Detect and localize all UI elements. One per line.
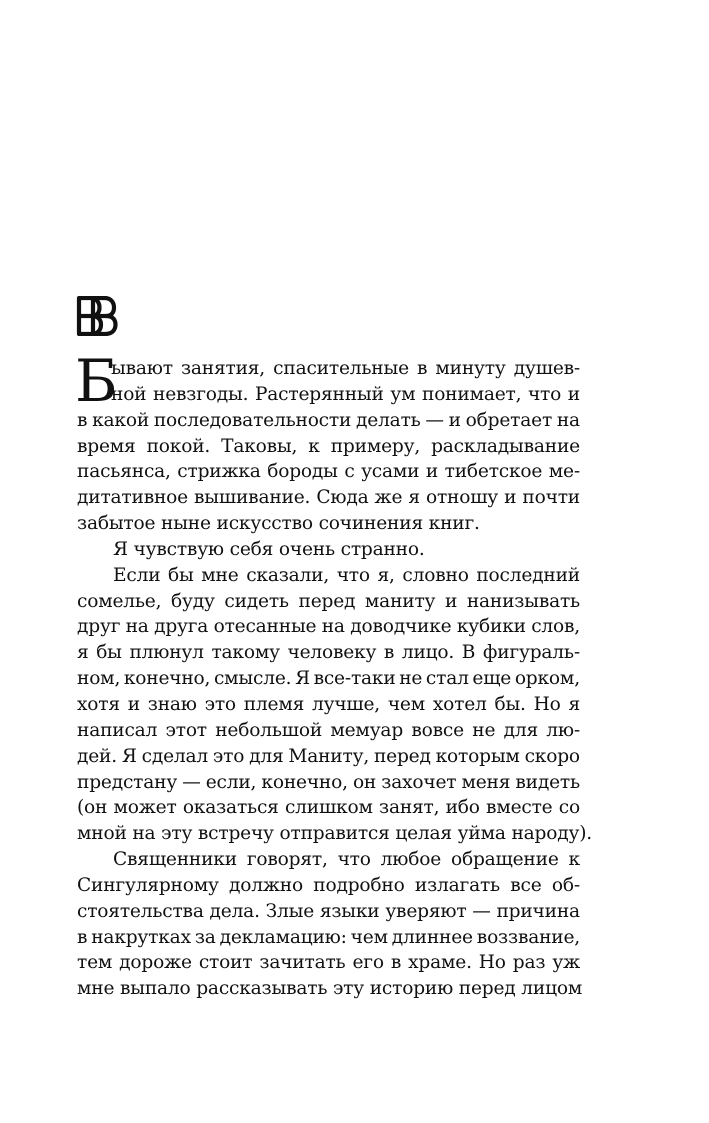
word: сомелье, [77,590,162,612]
text-line [77,692,580,718]
word: еще [472,668,512,690]
word: тибетское [444,461,543,483]
word: Священники [113,849,237,871]
word: Но [533,693,561,715]
word: обращение [450,849,559,871]
word: излагать [414,874,500,896]
word: для [249,745,284,767]
word: Таковы, [221,435,298,457]
word: же [374,487,403,509]
text-line [77,899,580,925]
word: дей. [77,745,117,767]
word: на [321,616,345,638]
word: уж [552,952,580,974]
text-line [77,666,580,692]
word: вместе [486,797,553,819]
text-line [77,847,580,873]
text-line [77,718,580,744]
body-text [75,347,592,1002]
word: с [344,461,355,483]
text-line [77,408,580,434]
word: занятия, [180,358,266,379]
word: декламацию: [219,926,347,948]
word: Маниту, [288,745,370,767]
word: последний [476,564,580,586]
word: В [461,642,476,664]
word: храме. [408,952,472,974]
word: смысле. [213,668,292,690]
text-line [77,976,583,1002]
word: любое [380,849,442,871]
word: тем [77,952,113,974]
word: время [77,435,136,457]
word: чем [350,926,388,948]
word: ывают [111,358,173,379]
word: занят, [379,797,440,819]
word: в [77,926,88,948]
word: сделал [141,745,208,767]
word: к [308,435,320,457]
word: слишком [284,797,373,819]
word: в [390,952,402,974]
text-line [77,640,580,666]
word: пасьянса, [77,461,171,483]
word: ме- [548,461,580,483]
word: усами [361,461,420,483]
word: видеть [515,771,580,793]
word: друга [154,616,209,638]
word: уверяют [385,900,467,922]
word: в [383,642,395,664]
word: слов, [531,616,580,638]
word: стоятельства [77,900,204,922]
text-line [77,485,580,511]
word: говорят, [246,849,328,871]
word: я, [377,564,395,586]
word: этот [165,719,207,741]
word: это [212,745,245,767]
text-line-content: мной на эту встречу отправится целая уйма народу). [77,823,592,845]
text-line-content: Я чувствую себя очень странно. [113,538,425,560]
word: и [425,461,439,483]
word: об- [551,874,580,896]
word: — [182,771,201,793]
word: (он [77,797,108,819]
word: его [352,952,384,974]
word: последовательности [153,409,352,431]
word: ум [390,383,416,405]
word: это [204,693,236,715]
word: друг [77,616,121,638]
text-line [77,950,580,976]
word: отношу [425,487,499,509]
word: что [527,383,562,405]
word: в [417,358,428,379]
word: — [425,409,444,431]
word: бы. [494,693,526,715]
word: небольшой [215,719,323,741]
word: почти [522,487,580,509]
word: скоро [524,745,580,767]
word: должно [229,874,303,896]
word: Я [121,745,137,767]
text-line [77,770,580,796]
text-line [77,459,580,485]
word: длиннее [391,926,473,948]
word: доводчике [350,616,452,638]
word: может [113,797,177,819]
word: дитативное [77,487,188,509]
word: вовсе [411,719,464,741]
text-line-content: забытое ныне искусство сочинения книг. [77,513,480,535]
word: племя [243,693,305,715]
word: минуту [435,358,506,379]
word: делать [356,409,421,431]
word: знаю [147,693,197,715]
word: Сингулярному [77,874,219,896]
word: какой [92,409,150,431]
word: зачитать [259,952,346,974]
publisher-logo-icon [76,296,118,336]
word: покой. [146,435,211,457]
word: и [504,487,517,509]
word: сказали, [246,564,330,586]
word: и [127,693,140,715]
text-line [77,434,580,460]
word: лучше, [311,693,381,715]
word: все [510,874,542,896]
word: и [448,409,461,431]
word: бы [168,564,194,586]
word: языки [319,900,380,922]
word: невзгоды. [153,383,249,405]
word: меня [461,771,511,793]
word: кубики [456,616,526,638]
word: я [408,487,420,509]
word: нанизывать [466,590,580,612]
word: спасительные [273,358,409,379]
word: если, [205,771,257,793]
word: мемуар [330,719,404,741]
word: за [194,926,216,948]
word: Но [478,952,506,974]
word: вышивание. [194,487,311,509]
word: лю- [546,719,580,741]
word: Я [295,668,310,690]
word: буду [170,590,215,612]
text-line [77,873,580,899]
word: фигураль- [482,642,580,664]
word: плюнул [129,642,204,664]
word: предстану [77,771,178,793]
text-line [77,744,580,770]
word: обретает [465,409,553,431]
word: Растерянный [254,383,384,405]
text-line [77,614,580,640]
word: все-таки [313,668,396,690]
word: со [558,797,580,819]
word: которым [435,745,520,767]
word: стоит [198,952,253,974]
word: воззвание, [476,926,580,948]
word: не [399,668,423,690]
word: такому [211,642,280,664]
word: захочет [381,771,457,793]
word: примеру, [330,435,421,457]
text-line [77,511,580,537]
text-line [77,563,580,589]
text-line [77,925,580,951]
text-line [77,382,580,408]
word: орком, [514,668,580,690]
word: стал [425,668,469,690]
word: мне [201,564,239,586]
word: дороже [119,952,192,974]
word: на [556,409,580,431]
word: причина [496,900,580,922]
word: конечно, [261,771,348,793]
word: раз [512,952,546,974]
word: на [125,616,149,638]
word: лицо. [401,642,455,664]
word: ной [111,383,147,405]
word: душев- [513,358,580,379]
text-line [77,589,580,615]
word: конечно, [123,668,211,690]
word: словно [402,564,469,586]
word: хотя [77,693,120,715]
word: понимает, [422,383,522,405]
word: чем [387,693,426,715]
word: раскладывание [431,435,580,457]
word: я [77,642,89,664]
word: ибо [445,797,480,819]
word: не [472,719,496,741]
word: человеку [287,642,377,664]
word: дела. [209,900,260,922]
word: Сюда [316,487,369,509]
drop-cap: Б [75,347,118,415]
word: накрутках [91,926,191,948]
word: оказаться [182,797,279,819]
word: для [503,719,538,741]
text-line [77,821,592,847]
word: сидеть [224,590,289,612]
word: маниту [364,590,436,612]
word: бороды [267,461,338,483]
word: написал [77,719,158,741]
word: — [472,900,491,922]
text-line-content: мне выпало рассказывать эту историю перед лицом [77,978,583,1000]
word: я [568,693,580,715]
word: в [77,409,88,431]
word: отесанные [213,616,317,638]
word: Если [113,564,161,586]
word: что [336,564,370,586]
word: Злые [265,900,314,922]
text-line [77,356,580,382]
word: что [337,849,371,871]
word: к [568,849,580,871]
word: подробно [313,874,405,896]
word: перед [298,590,356,612]
word: и [567,383,580,405]
word: и [444,590,458,612]
word: бы [96,642,122,664]
word: он [352,771,377,793]
word: стрижка [177,461,261,483]
text-line [77,537,580,563]
word: ном, [77,668,121,690]
word: перед [373,745,431,767]
text-line [77,795,580,821]
word: хотел [432,693,487,715]
